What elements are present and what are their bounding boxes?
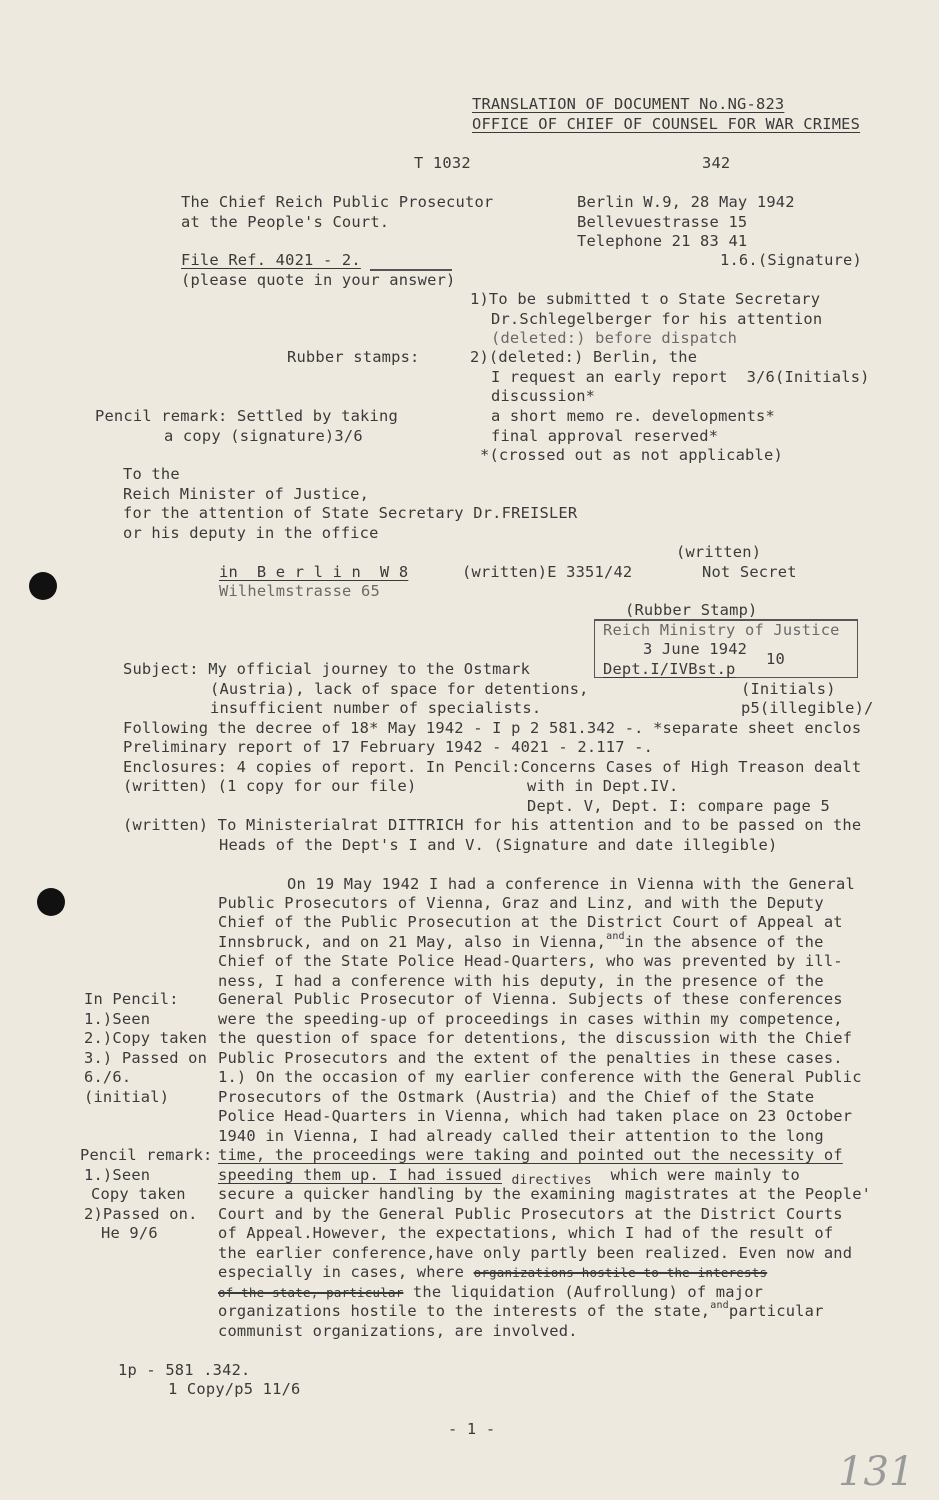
body-line-20: the earlier conference,have only partly been realized. Even now and	[218, 1244, 853, 1262]
body-line-22b: the liquidation (Aufrollung) of major	[412, 1283, 764, 1301]
subject-3: insufficient number of specialists.	[210, 699, 542, 717]
subject-2: (Austria), lack of space for detentions,	[210, 680, 589, 698]
recipient-2: Reich Minister of Justice,	[123, 485, 370, 503]
margin-a4: 3.) Passed on	[84, 1049, 208, 1067]
stamp-label: (Rubber Stamp)	[625, 601, 758, 619]
pencil-remark-b: a copy (signature)3/6	[164, 427, 363, 445]
body-line-24: communist organizations, are involved.	[218, 1322, 578, 1340]
body-line-4b: in the absence of the	[624, 933, 824, 951]
sender-line-1: The Chief Reich Public Prosecutor	[181, 193, 494, 211]
body-line-18: Court and by the General Public Prosecutors at the District Courts	[218, 1205, 843, 1223]
margin-a3: 2.)Copy taken	[84, 1029, 208, 1047]
body-line-15: time, the proceedings were taking and pointed out the necessity of	[218, 1146, 843, 1164]
body-line-10: Public Prosecutors and the extent of the penalties in these cases.	[218, 1049, 843, 1067]
file-ref-note: (please quote in your answer)	[181, 271, 456, 289]
recipient-city: in B e r l i n W 8	[219, 563, 409, 581]
body-line-3: Chief of the Public Prosecution at the District Court of Appeal at	[218, 913, 843, 931]
dept-v-note: Dept. V, Dept. I: compare page 5	[527, 797, 830, 815]
ministerialrat-note: (written) To Ministerialrat DITTRICH for his attention and to be passed on the	[123, 816, 862, 834]
body-line-21-struck: organizations hostile to the interests	[473, 1265, 768, 1280]
body-line-2: Public Prosecutors of Vienna, Graz and Linz, and with the Deputy	[218, 894, 824, 912]
body-line-16a: speeding them up. I had issued	[218, 1166, 502, 1184]
pencil-remark-a: Pencil remark: Settled by taking	[95, 407, 398, 425]
margin-b3: Copy taken	[91, 1185, 186, 1203]
heads-note: Heads of the Dept's I and V. (Signature and date illegible)	[219, 836, 778, 854]
instruction-7: a short memo re. developments*	[491, 407, 775, 425]
instruction-6: discussion*	[491, 387, 596, 405]
body-line-4-sup: and	[606, 931, 625, 942]
address-line-2: Bellevuestrasse 15	[577, 213, 748, 231]
instruction-8: final approval reserved*	[491, 427, 719, 445]
body-line-6: ness, I had a conference with his deputy, in the presence of the	[218, 972, 824, 990]
decree-line: Following the decree of 18* May 1942 - I p 2 581.342 -. *separate sheet enclos	[123, 719, 862, 737]
punch-hole-bottom	[37, 888, 65, 916]
margin-b1: Pencil remark:	[80, 1146, 213, 1164]
address-line-3: Telephone 21 83 41	[577, 232, 748, 250]
body-line-9: the question of space for detentions, the discussion with the Chief	[218, 1029, 853, 1047]
body-line-21a: especially in cases, where	[218, 1263, 465, 1281]
ref-right: 342	[702, 154, 731, 172]
body-line-23b: particular	[728, 1302, 824, 1320]
subject-initials: (Initials)	[741, 680, 836, 698]
written-label: (written)	[676, 543, 762, 561]
body-line-13: Police Head-Quarters in Vienna, which had taken place on 23 October	[218, 1107, 853, 1125]
instruction-5: I request an early report 3/6(Initials)	[491, 368, 870, 386]
body-line-17: secure a quicker handling by the examining magistrates at the People'	[218, 1185, 872, 1203]
stamp-line-1: Reich Ministry of Justice	[603, 621, 840, 639]
instruction-2: Dr.Schlegelberger for his attention	[491, 310, 823, 328]
sender-line-2: at the People's Court.	[181, 213, 390, 231]
archive-number: 131	[838, 1449, 915, 1495]
body-line-16b: which were mainly to	[610, 1166, 800, 1184]
margin-a1: In Pencil:	[84, 990, 179, 1008]
margin-b4: 2)Passed on.	[84, 1205, 198, 1223]
body-line-7: General Public Prosecutor of Vienna. Subjects of these conferences	[218, 990, 843, 1008]
body-line-5: Chief of the State Police Head-Quarters, who was prevented by ill-	[218, 952, 843, 970]
instruction-4: 2)(deleted:) Berlin, the	[470, 348, 698, 366]
journal-number: (written)E 3351/42	[462, 563, 633, 581]
margin-a5: 6./6.	[84, 1068, 132, 1086]
recipient-street: Wilhelmstrasse 65	[219, 582, 380, 600]
dept-iv: with in Dept.IV.	[527, 777, 679, 795]
instruction-1: 1)To be submitted t o State Secretary	[470, 290, 821, 308]
body-line-16	[218, 1166, 800, 1187]
body-line-22-struck: of the state, particular	[218, 1285, 404, 1300]
body-line-1: On 19 May 1942 I had a conference in Vienna with the General	[287, 875, 855, 893]
margin-a6: (initial)	[84, 1088, 170, 1106]
body-line-8: were the speeding-up of proceedings in cases within my competence,	[218, 1010, 843, 1028]
subject-illegible: p5(illegible)/	[741, 699, 874, 717]
punch-hole-top	[29, 572, 57, 600]
body-line-12: Prosecutors of the Ostmark (Austria) and the Chief of the State	[218, 1088, 815, 1106]
recipient-1: To the	[123, 465, 180, 483]
body-line-16-sup: directives	[511, 1173, 592, 1188]
subject-1: Subject: My official journey to the Ostmark	[123, 660, 531, 678]
preliminary-report: Preliminary report of 17 February 1942 - 4021 - 2.117 -.	[123, 738, 654, 756]
office-title: OFFICE OF CHIEF OF COUNSEL FOR WAR CRIMES	[472, 115, 861, 133]
body-line-21	[218, 1263, 767, 1283]
body-line-22	[218, 1283, 763, 1303]
body-line-14: 1940 in Vienna, I had already called their attention to the long	[218, 1127, 824, 1145]
stamp-date: 3 June 1942	[643, 640, 748, 658]
margin-b2: 1.)Seen	[84, 1166, 151, 1184]
stamp-number: 10	[766, 650, 785, 668]
translation-title: TRANSLATION OF DOCUMENT No.NG-823	[472, 95, 785, 113]
instruction-9: *(crossed out as not applicable)	[480, 446, 783, 464]
page-number: - 1 -	[448, 1420, 496, 1438]
not-secret: Not Secret	[702, 563, 797, 581]
margin-b5: He 9/6	[101, 1224, 158, 1242]
file-copy: (written) (1 copy for our file)	[123, 777, 417, 795]
body-line-4a: Innsbruck, and on 21 May, also in Vienna,	[218, 933, 607, 951]
stamp-dept: Dept.I/IVBst.p	[603, 660, 736, 678]
body-line-19: of Appeal.However, the expectations, which I had of the result of	[218, 1224, 834, 1242]
address-signature: 1.6.(Signature)	[720, 251, 862, 269]
body-line-11: 1.) On the occasion of my earlier conference with the General Public	[218, 1068, 862, 1086]
instruction-3: (deleted:) before dispatch	[491, 329, 738, 347]
body-line-23	[218, 1302, 824, 1324]
body-line-23a: organizations hostile to the interests of the state,	[218, 1302, 711, 1320]
footer-ref-1: 1p - 581 .342.	[118, 1361, 251, 1379]
margin-a2: 1.)Seen	[84, 1010, 151, 1028]
enclosures: Enclosures: 4 copies of report. In Pencil:Concerns Cases of High Treason dealt	[123, 758, 862, 776]
footer-ref-2: 1 Copy/p5 11/6	[168, 1380, 301, 1398]
file-ref: File Ref. 4021 - 2.	[181, 251, 361, 269]
recipient-3: for the attention of State Secretary Dr.FREISLER	[123, 504, 578, 522]
body-line-23-sup: and	[710, 1300, 729, 1311]
recipient-4: or his deputy in the office	[123, 524, 379, 542]
rubber-stamps-label: Rubber stamps:	[287, 348, 420, 366]
ref-left: T 1032	[414, 154, 471, 172]
address-line-1: Berlin W.9, 28 May 1942	[577, 193, 795, 211]
